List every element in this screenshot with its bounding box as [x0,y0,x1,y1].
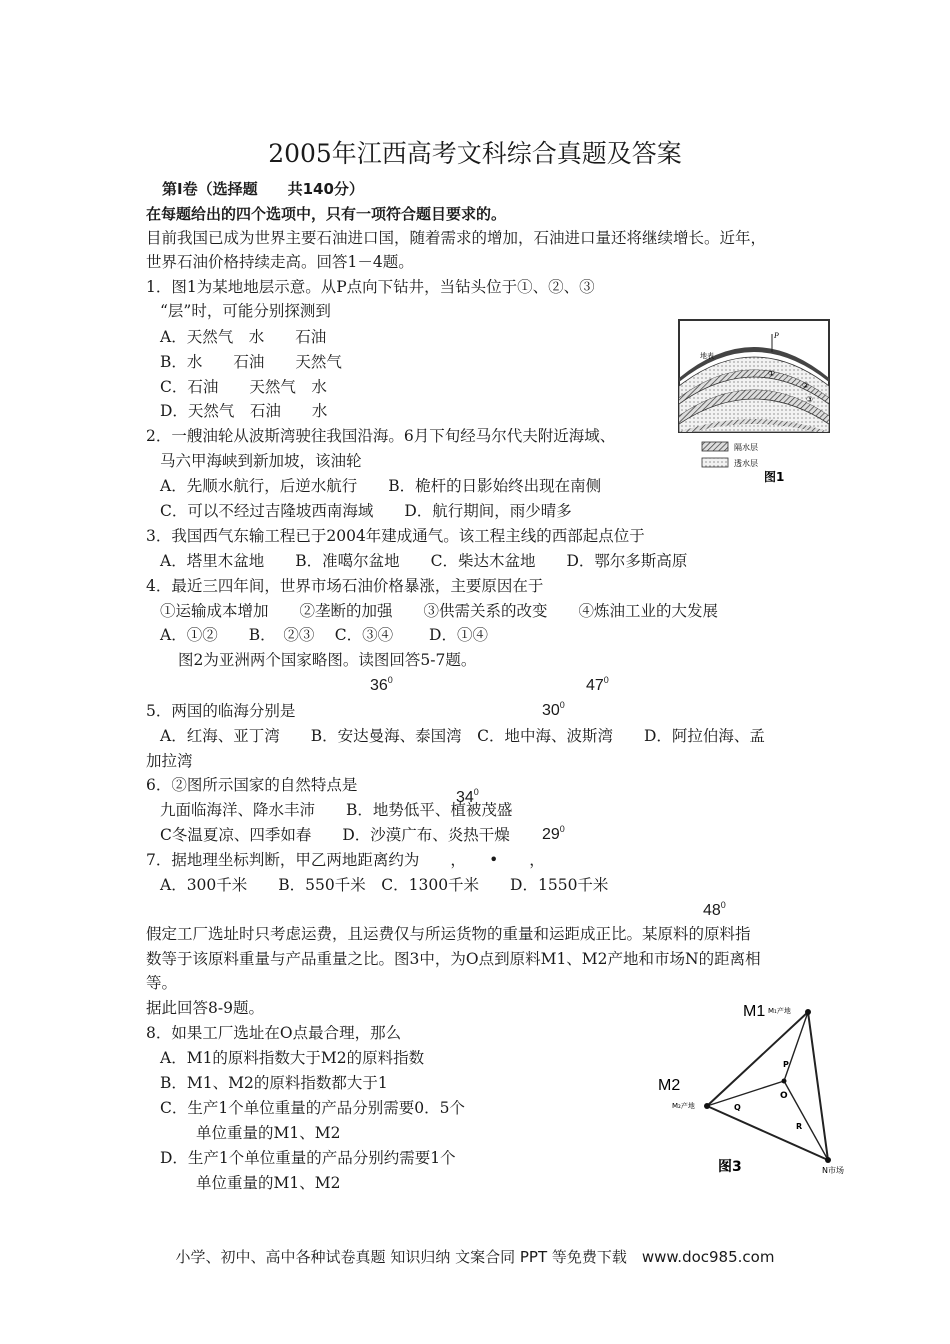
intro1-line2: 世界石油价格持续走高。回答1－4题。 [146,253,414,271]
fig3-point-m1 [805,1009,811,1015]
fig3-point-m2 [704,1103,710,1109]
figure-1-strata [672,316,834,486]
fig1-surface-label: 地表 [700,352,714,360]
fig3-m1-small: M₁产地 [768,1007,791,1015]
q7-options: A．300千米 B．550千米 C．1300千米 D．1550千米 [160,876,609,894]
fig1-caption: 图1 [764,470,785,484]
q8-option-c-line2: 单位重量的M1、M2 [196,1124,341,1142]
intro3-line1: 假定工厂选址时只考虑运费，且运费仅与所运货物的重量和运距成正比。某原料的原料指 [146,925,751,943]
q4-stem: 4．最近三四年间，世界市场石油价格暴涨，主要原因在于 [146,577,544,595]
degree-47: $47^0$ [586,675,609,694]
q1-option-b: B．水 石油 天然气 [160,353,342,371]
q1-option-d: D．天然气 石油 水 [160,402,328,420]
q1-option-a: A．天然气 水 石油 [160,328,327,346]
q8-option-d-line1: D．生产1个单位重量的产品分别约需要1个 [160,1149,456,1167]
fig1-layer1-label: ① [768,369,776,378]
q4-items: ①运输成本增加 ②垄断的加强 ③供需关系的改变 ④炼油工业的大发展 [160,602,719,620]
degree-36: $36^0$ [370,675,393,694]
fig3-point-n [825,1157,831,1163]
intro3-line4: 据此回答8-9题。 [146,999,264,1017]
part-heading: 第Ⅰ卷（选择题 共140分） [162,180,364,198]
q8-stem: 8．如果工厂选址在O点最合理，那么 [146,1024,402,1042]
figure-3-triangle [650,995,862,1185]
page-footer: 小学、初中、高中各种试卷真题 知识归纳 文案合同 PPT 等免费下载 www.doc985.com [175,1248,775,1266]
fig3-p-label: P [783,1060,789,1069]
q6-stem: 6．②图所示国家的自然特点是 [146,776,358,794]
degree-48: $48^0$ [703,900,726,919]
fig1-legend-impermeable-swatch [702,442,728,451]
intro1-line1: 目前我国已成为世界主要石油进口国，随着需求的增加，石油进口量还将继续增长。近年， [146,229,767,247]
q6-options-cd: C冬温夏凉、四季如春 D．沙漠广布、炎热干燥 [160,826,510,844]
fig3-q-label: Q [734,1103,741,1112]
q3-options: A．塔里木盆地 B．准噶尔盆地 C．柴达木盆地 D．鄂尔多斯高原 [160,552,688,570]
q7-stem: 7．据地理坐标判断，甲乙两地距离约为 ， • ， [146,851,545,869]
intro3-line3: 等。 [146,974,178,992]
fig1-layer2-label: ② [802,381,810,390]
q2-stem-line1: 2．一艘油轮从波斯湾驶往我国沿海。6月下旬经马尔代夫附近海域、 [146,427,616,445]
degree-30: $30^0$ [542,700,565,719]
fig3-point-o [782,1079,787,1084]
q8-option-d-line2: 单位重量的M1、M2 [196,1174,341,1192]
fig3-m2-label: M2 [658,1077,681,1094]
q6-options-ab: 九面临海洋、降水丰沛 B．地势低平、植被茂盛 [160,801,513,819]
q5-options: A．红海、亚丁湾 B．安达曼海、泰国湾 C．地中海、波斯湾 D．阿拉伯海、孟 [160,727,765,745]
q1-option-c: C．石油 天然气 水 [160,378,327,396]
fig3-r-label: R [796,1122,803,1131]
fig1-layer3-label: ③ [806,395,814,404]
intro3-line2: 数等于该原料重量与产品重量之比。图3中，为O点到原料M1、M2产地和市场N的距离相 [146,950,761,968]
fig1-legend-impermeable: 隔水层 [734,443,758,452]
page-title: 2005年江西高考文科综合真题及答案 [268,139,682,168]
q3-stem: 3．我国西气东输工程已于2004年建成通气。该工程主线的西部起点位于 [146,527,645,545]
q2-stem-line2: 马六甲海峡到新加坡，该油轮 [160,452,362,470]
fig1-legend-permeable-swatch [702,458,728,467]
q1-stem-line1: 1．图1为某地地层示意。从P点向下钻井，当钻头位于①、②、③ [146,278,595,296]
fig1-p-label: P [774,331,779,340]
degree-29: $29^0$ [542,824,565,843]
instruction: 在每题给出的四个选项中，只有一项符合题目要求的。 [146,205,507,223]
q8-option-a: A．M1的原料指数大于M2的原料指数 [160,1049,425,1067]
fig1-legend-permeable: 透水层 [734,459,758,468]
q4-options: A．①② B． ②③ C．③④ D．①④ [160,626,488,644]
fig3-o-label: O [780,1091,788,1101]
q2-options-cd: C．可以不经过吉隆坡西南海域 D．航行期间，雨少晴多 [160,502,572,520]
q8-option-b: B．M1、M2的原料指数都大于1 [160,1074,388,1092]
fig3-m2-small: M₂产地 [672,1102,695,1110]
q1-stem-line2: “层”时，可能分别探测到 [160,302,331,320]
fig3-line-o-n [784,1081,828,1160]
q5-options-cont: 加拉湾 [146,752,193,770]
q2-options-ab: A．先顺水航行，后逆水航行 B．桅杆的日影始终出现在南侧 [160,477,602,495]
fig3-n-label: N市场 [822,1166,844,1175]
fig3-caption: 图3 [718,1159,742,1175]
fig3-line-o-m2 [707,1081,784,1106]
q5-stem: 5．两国的临海分别是 [146,702,296,720]
q8-option-c-line1: C．生产1个单位重量的产品分别需要0．5个 [160,1099,465,1117]
fig3-m1-label: M1 [743,1003,766,1020]
degree-34: $34^0$ [456,787,479,806]
intro2: 图2为亚洲两个国家略图。读图回答5-7题。 [178,651,477,669]
